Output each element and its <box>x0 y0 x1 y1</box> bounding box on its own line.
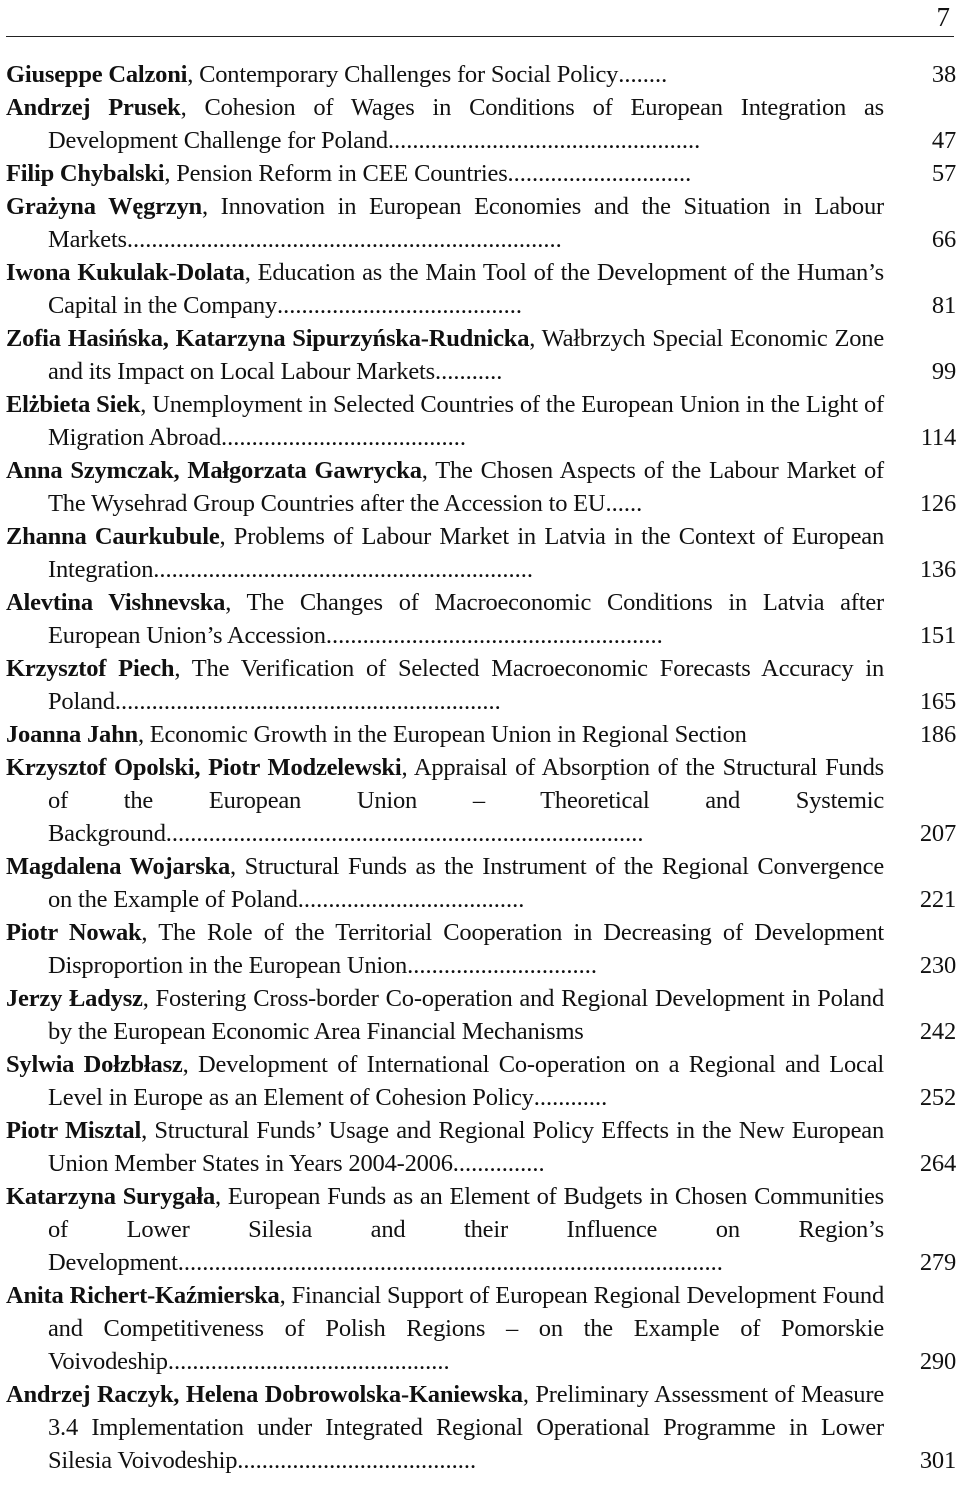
entry-text <box>6 1279 884 1378</box>
entry-page-number: 57 <box>931 160 956 187</box>
entry-authors: Elżbieta Siek <box>6 391 141 418</box>
entry-title: , Financial Support of European Regional Development Found and Competitiveness of Polish Regions – on the Example of Pomorskie Voivodeship <box>48 1282 884 1375</box>
entry-title: , The Changes of Macroeconomic Conditions in Latvia after European Union’s Accession <box>48 589 884 649</box>
entry-text <box>6 91 884 157</box>
entry-title: , Contemporary Challenges for Social Policy <box>187 61 619 88</box>
entry-page-number: 66 <box>931 226 956 253</box>
entry-page-number: 290 <box>919 1348 956 1375</box>
entry-authors: Giuseppe Calzoni <box>6 61 188 88</box>
entry-leader-dots: ....................................... <box>237 1447 477 1474</box>
entry-leader-dots: .............................................................................. <box>165 820 644 847</box>
entry-title: , Pension Reform in CEE Countries <box>164 160 508 187</box>
entry-leader-dots: ............................................................... <box>114 688 501 715</box>
entry-authors: Zofia Hasińska, Katarzyna Sipurzyńska-Rudnicka <box>6 325 530 352</box>
entry-leader-dots: ....................................................................... <box>126 226 562 253</box>
entry-page-number: 207 <box>919 820 956 847</box>
entry-page-number: 38 <box>931 61 956 88</box>
toc-entry <box>6 157 956 190</box>
entry-text <box>6 751 884 850</box>
entry-text <box>6 916 884 982</box>
entry-text <box>6 1114 884 1180</box>
toc-entry <box>6 652 956 718</box>
entry-authors: Iwona Kukulak-Dolata <box>6 259 245 286</box>
entry-page-number: 279 <box>919 1249 956 1276</box>
entry-title: , The Verification of Selected Macroeconomic Forecasts Accuracy in Poland <box>48 655 885 715</box>
entry-text <box>6 850 884 916</box>
entry-authors: Anna Szymczak, Małgorzata Gawrycka <box>6 457 422 484</box>
entry-leader-dots: .............................................. <box>167 1348 450 1375</box>
entry-leader-dots: .............................. <box>507 160 692 187</box>
entry-leader-dots: ............................... <box>407 952 597 979</box>
entry-text <box>6 982 884 1048</box>
entry-leader-dots: ........ <box>618 61 668 88</box>
toc-entry <box>6 982 956 1048</box>
toc-entry <box>6 751 956 850</box>
toc-entry <box>6 1180 956 1279</box>
entry-page-number: 230 <box>919 952 956 979</box>
toc-entry <box>6 322 956 388</box>
entry-page-number: 186 <box>919 721 956 748</box>
entry-text <box>6 1378 884 1477</box>
entry-title: , The Role of the Territorial Cooperation in Decreasing of Development Disproportion in the European Union <box>48 919 884 979</box>
entry-text <box>6 520 884 586</box>
entry-authors: Andrzej Raczyk, Helena Dobrowolska-Kaniewska <box>6 1381 523 1408</box>
toc-entry <box>6 1378 956 1477</box>
entry-title: , Economic Growth in the European Union in Regional Section <box>137 721 747 748</box>
entry-text <box>6 1180 884 1279</box>
entry-page-number: 81 <box>931 292 956 319</box>
entry-title: , Preliminary Assessment of Measure 3.4 Implementation under Integrated Regional Operational Programme in Lower Silesia Voivodeship <box>48 1381 884 1474</box>
entry-text <box>6 157 884 190</box>
entry-authors: Katarzyna Surygała <box>6 1183 216 1210</box>
entry-title: , Structural Funds as the Instrument of the Regional Convergence on the Example of Poland <box>48 853 885 913</box>
entry-page-number: 301 <box>919 1447 956 1474</box>
entry-authors: Piotr Nowak <box>6 919 142 946</box>
entry-text <box>6 454 884 520</box>
entry-title: , Appraisal of Absorption of the Structural Funds of the European Union – Theoretical and Systemic Background <box>48 754 884 847</box>
entry-text <box>6 58 884 91</box>
toc-entry <box>6 1048 956 1114</box>
entry-authors: Krzysztof Piech <box>6 655 175 682</box>
entry-title: , Education as the Main Tool of the Development of the Human’s Capital in the Company <box>48 259 884 319</box>
toc-entry <box>6 850 956 916</box>
entry-text <box>6 388 884 454</box>
entry-page-number: 252 <box>919 1084 956 1111</box>
entry-title: , European Funds as an Element of Budgets in Chosen Communities of Lower Silesia and their Influence on Region’s Development <box>48 1183 884 1276</box>
entry-text <box>6 256 884 322</box>
entry-title: , Unemployment in Selected Countries of the European Union in the Light of Migration Abroad <box>48 391 884 451</box>
toc-entry <box>6 256 956 322</box>
table-of-contents <box>6 58 956 1477</box>
entry-leader-dots: ........................................ <box>221 424 467 451</box>
entry-authors: Alevtina Vishnevska <box>6 589 226 616</box>
entry-title: , Innovation in European Economies and the Situation in Labour Markets <box>48 193 884 253</box>
entry-title: , Cohesion of Wages in Conditions of European Integration as Development Challenge for Poland <box>48 94 884 154</box>
entry-page-number: 126 <box>919 490 956 517</box>
entry-title: , Structural Funds’ Usage and Regional Policy Effects in the New European Union Member States in Years 2004-2006 <box>48 1117 885 1177</box>
entry-page-number: 151 <box>919 622 956 649</box>
entry-title: , Development of International Co-operation on a Regional and Local Level in Europe as an Element of Cohesion Policy <box>48 1051 884 1111</box>
entry-page-number: 99 <box>931 358 956 385</box>
entry-page-number: 47 <box>931 127 956 154</box>
entry-page-number: 136 <box>919 556 956 583</box>
entry-leader-dots: ..................................... <box>297 886 525 913</box>
entry-authors: Jerzy Ładysz <box>6 985 143 1012</box>
entry-title: , Wałbrzych Special Economic Zone and its Impact on Local Labour Markets <box>48 325 884 385</box>
toc-entry <box>6 916 956 982</box>
entry-leader-dots: ............... <box>452 1150 545 1177</box>
toc-entry <box>6 718 956 751</box>
toc-entry <box>6 388 956 454</box>
entry-leader-dots: ....................................................... <box>325 622 663 649</box>
toc-entry <box>6 91 956 157</box>
entry-text <box>6 586 884 652</box>
entry-text <box>6 190 884 256</box>
header-rule <box>6 36 954 37</box>
entry-text <box>6 718 884 751</box>
toc-entry <box>6 586 956 652</box>
entry-authors: Sylwia Dołzbłasz <box>6 1051 183 1078</box>
entry-leader-dots: ........... <box>435 358 503 385</box>
entry-authors: Joanna Jahn <box>6 721 138 748</box>
entry-authors: Krzysztof Opolski, Piotr Modzelewski <box>6 754 402 781</box>
entry-authors: Anita Richert-Kaźmierska <box>6 1282 280 1309</box>
entry-title: , Fostering Cross-border Co-operation and Regional Development in Poland by the European Economic Area Financial Mechanisms <box>48 985 884 1045</box>
entry-authors: Zhanna Caurkubule <box>6 523 220 550</box>
toc-entry <box>6 520 956 586</box>
entry-leader-dots: ............ <box>533 1084 608 1111</box>
toc-entry <box>6 1114 956 1180</box>
toc-entry <box>6 58 956 91</box>
toc-entry <box>6 454 956 520</box>
entry-authors: Filip Chybalski <box>6 160 165 187</box>
toc-entry <box>6 190 956 256</box>
entry-page-number: 221 <box>919 886 956 913</box>
entry-page-number: 165 <box>919 688 956 715</box>
entry-page-number: 242 <box>919 1018 956 1045</box>
entry-leader-dots: ...... <box>605 490 643 517</box>
entry-title: , Problems of Labour Market in Latvia in the Context of European Integration <box>48 523 884 583</box>
entry-text <box>6 322 884 388</box>
entry-authors: Piotr Misztal <box>6 1117 142 1144</box>
entry-leader-dots: ......................................................................................... <box>177 1249 723 1276</box>
entry-leader-dots: ................................................... <box>387 127 701 154</box>
entry-page-number: 264 <box>919 1150 956 1177</box>
entry-authors: Grażyna Węgrzyn <box>6 193 202 220</box>
entry-leader-dots: ........................................ <box>277 292 522 319</box>
page-number: 7 <box>936 2 950 32</box>
entry-text <box>6 1048 884 1114</box>
toc-entry <box>6 1279 956 1378</box>
entry-text <box>6 652 884 718</box>
entry-authors: Andrzej Prusek <box>6 94 181 121</box>
entry-title: , The Chosen Aspects of the Labour Market of The Wysehrad Group Countries after the Accession to EU <box>48 457 885 517</box>
entry-leader-dots: .............................................................. <box>153 556 534 583</box>
entry-authors: Magdalena Wojarska <box>6 853 231 880</box>
entry-page-number: 114 <box>920 424 956 451</box>
